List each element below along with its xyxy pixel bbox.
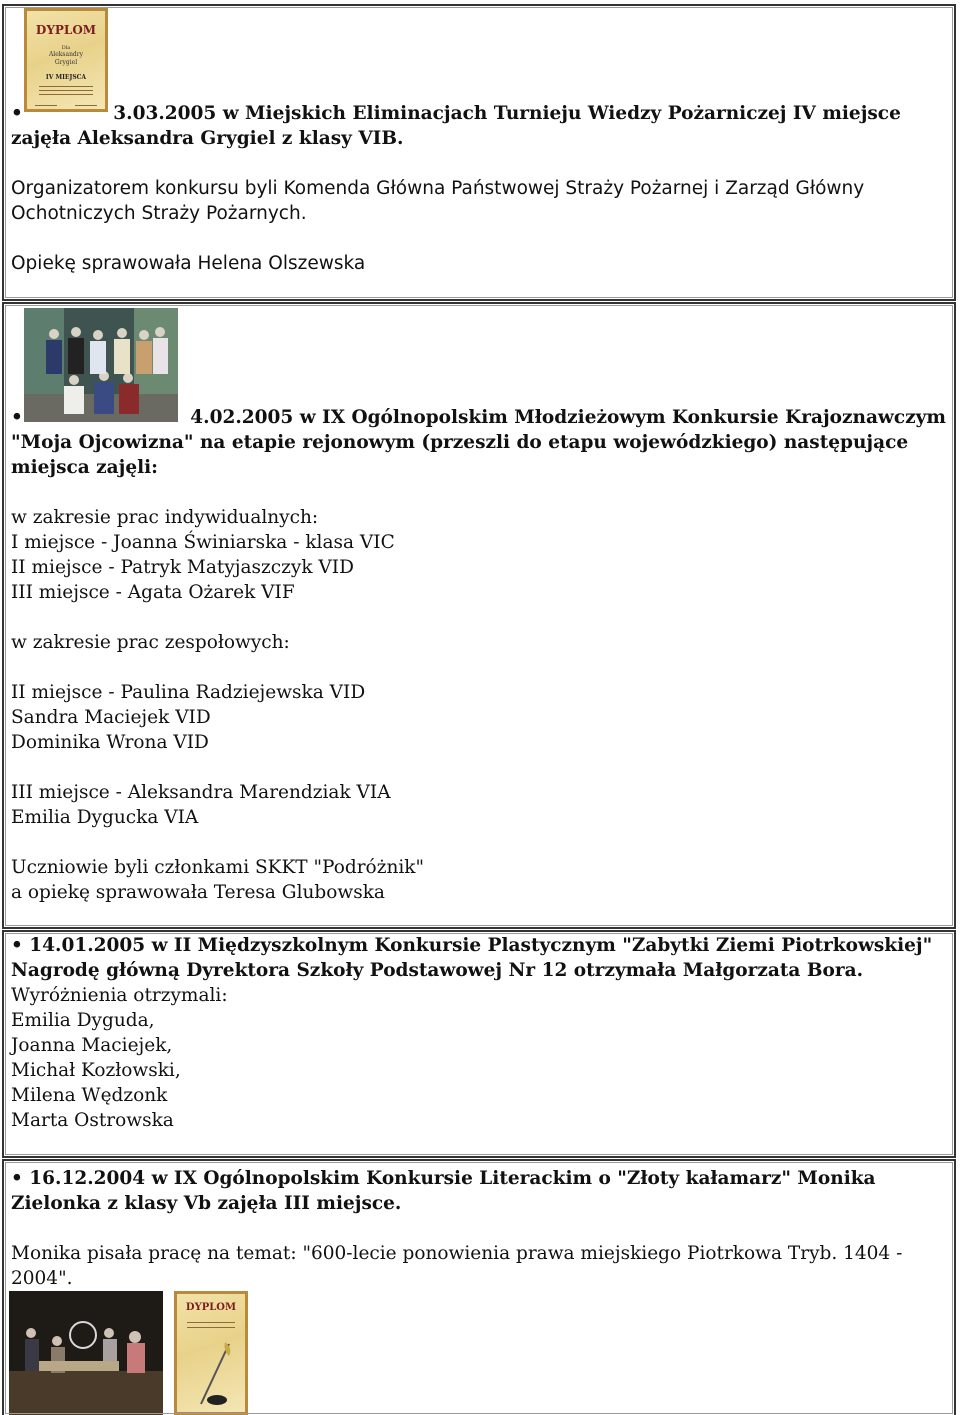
diploma-image-2	[174, 1291, 248, 1415]
honor-1: Emilia Dyguda,	[11, 1010, 155, 1031]
item-3-headline: • 14.01.2005 w II Międzyszkolnym Konkursie Plastycznym "Zabytki Ziemi Piotrkowskiej"	[11, 935, 933, 956]
item-2-headline: • 4.02.2005 w IX Ogólnopolskim Młodzieżowym Konkursie Krajoznawczym	[11, 407, 946, 428]
news-item-1	[2, 4, 956, 301]
item-1-headline-cont: zajęła Aleksandra Grygiel z klasy VIB.	[11, 128, 404, 149]
diploma-line: Dla	[61, 45, 71, 51]
item-3-headline-cont: Nagrodę główną Dyrektora Szkoły Podstawowej Nr 12 otrzymała Małgorzata Bora.	[11, 960, 864, 981]
news-item-2	[2, 302, 956, 929]
honor-5: Marta Ostrowska	[11, 1110, 174, 1131]
honor-4: Milena Wędzonk	[11, 1085, 168, 1106]
honors-heading: Wyróżnienia otrzymali:	[11, 985, 228, 1006]
ceremony-photo	[9, 1291, 163, 1415]
individual-heading: w zakresie prac indywidualnych:	[11, 507, 319, 528]
team-heading: w zakresie prac zespołowych:	[11, 632, 290, 653]
news-item-3	[2, 930, 956, 1158]
news-item-4	[2, 1159, 956, 1415]
honor-2: Joanna Maciejek,	[11, 1035, 173, 1056]
item-1-headline: • 3.03.2005 w Miejskich Eliminacjach Turnieju Wiedzy Pożarniczej IV miejsce	[11, 103, 901, 124]
item-4-topic-cont: 2004".	[11, 1268, 73, 1289]
item-1-care: Opiekę sprawowała Helena Olszewska	[11, 253, 366, 274]
diploma-title: DYPLOM	[35, 23, 97, 37]
item-4-headline-cont: Zielonka z klasy Vb zajęła III miejsce.	[11, 1193, 402, 1214]
item-2-headline-cont: "Moja Ojcowizna" na etapie rejonowym (przeszli do etapu wojewódzkiego) następujące	[11, 432, 909, 453]
diploma-title: DYPLOM	[185, 1302, 237, 1313]
inkwell-icon	[195, 1338, 235, 1408]
diploma-line: Grygiel	[54, 59, 78, 66]
individual-place-1: I miejsce - Joanna Świniarska - klasa VIC	[11, 532, 395, 553]
diploma-image-1	[24, 8, 108, 112]
team-second-1: II miejsce - Paulina Radziejewska VID	[11, 682, 366, 703]
team-second-2: Sandra Maciejek VID	[11, 707, 211, 728]
item-4-headline: • 16.12.2004 w IX Ogólnopolskim Konkursie Literackim o "Złoty kałamarz" Monika	[11, 1168, 876, 1189]
item-1-organizer-cont: Ochotniczych Straży Pożarnych.	[11, 203, 307, 224]
individual-place-3: III miejsce - Agata Ożarek VIF	[11, 582, 295, 603]
honor-3: Michał Kozłowski,	[11, 1060, 181, 1081]
team-third-2: Emilia Dygucka VIA	[11, 807, 199, 828]
item-4-topic: Monika pisała pracę na temat: "600-lecie ponowienia prawa miejskiego Piotrkowa Tryb. 1404 -	[11, 1243, 903, 1264]
team-third-1: III miejsce - Aleksandra Marendziak VIA	[11, 782, 391, 803]
team-second-3: Dominika Wrona VID	[11, 732, 209, 753]
item-2-footer: Uczniowie byli członkami SKKT "Podróżnik"	[11, 857, 424, 878]
diploma-place: IV MIEJSCA	[45, 74, 87, 81]
item-2-headline-cont2: miejsca zajęli:	[11, 457, 159, 478]
item-2-footer-cont: a opiekę sprawowała Teresa Glubowska	[11, 882, 385, 903]
ceremony-photo-art	[9, 1291, 163, 1415]
item-1-organizer: Organizatorem konkursu byli Komenda Główna Państwowej Straży Pożarnej i Zarząd Główny	[11, 178, 865, 199]
diploma-line: Aleksandry	[48, 51, 84, 58]
individual-place-2: II miejsce - Patryk Matyjaszczyk VID	[11, 557, 354, 578]
